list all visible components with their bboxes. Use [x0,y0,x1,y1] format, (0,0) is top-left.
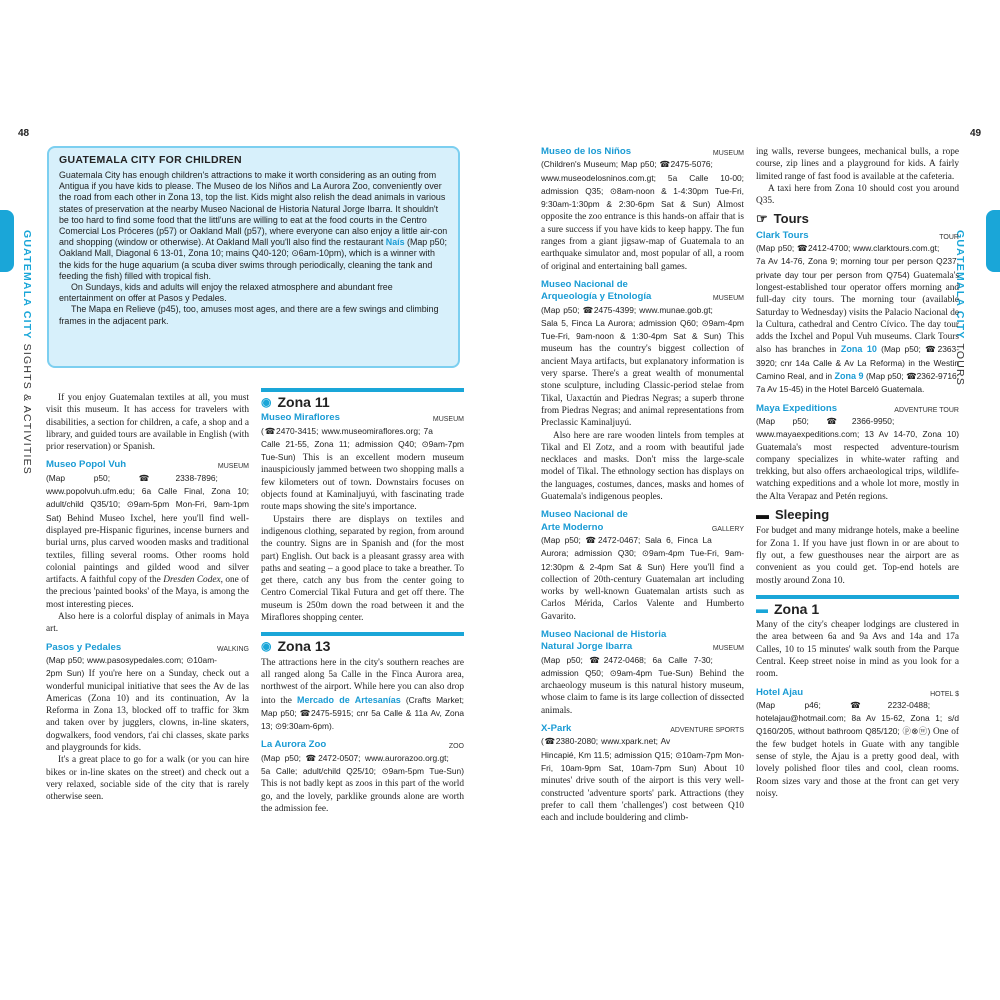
entry-museo-ninos: Museo de los Niños MUSEUM (Children's Museum; Map p50; ☎2475-5076; www.museodelosninos.com.gt; 5a Calle 10-00; admission Q35; ⊙8am-noon & 1-4:30pm Tue-Fri, 9:30am-1:30pm & 2:30-6pm Sat & Sun) Almost opposite the zoo entrance is this hands-on affair that is a sure success if you have kids to keep happy. The fun ranges from a giant jigsaw-map of Guatemala to an earthquake simulator and, most popular of all, a room of original and entertaining ball games. [541,146,744,272]
column-2: ◉ Zona 11 Museo Miraflores MUSEUM (☎2470-3415; www.museomiraflores.org; 7a Calle 21-55, Zona 11; admission Q40; ⊙9am-7pm Tue-Sun) This is an excellent modern museum inauspiciously jammed between two shopping malls a few kilometers out of town. Downstairs focuses on objects found at Kaminaljuyú, with fascinating trade route maps showing the site's importance. Upstairs there are displays on textiles and indigenous clothing, separated by region, from around the country. Signs are in Spanish and (for the most part) English. Out back is a pleasant grassy area with paths and seating – a good place to take a breather. To get there, catch any bus from the center going to Centro Comercial Tikal Futura and get off there. The museum is 250m down the road between it and the Miraflores shopping center. ◉ Zona 13 The attractions here in the city's southern reaches are all ranged along 5a Calle in the Finca Aurora area, northwest of the airport. While here you can also drop into the Mercado de Artesanías (Crafts Market; Map p50; ☎2475-5915; cnr 5a Calle & 11a Av, Zona 13; ⊙9:30am-6pm). La Aurora Zoo ZOO (Map p50; ☎2472-0507; www.aurorazoo.org.gt; 5a Calle; adult/child Q25/10; ⊙9am-5pm Tue-Sun) This is not badly kept as zoos in this part of the world go, and the lovely, parklike grounds alone are worth the admission fee. [261,384,464,815]
tours-heading: ☞ Tours [756,211,809,227]
entry-arqueologia: Museo Nacional de Arqueología y Etnología MUSEUM (Map p50; ☎2475-4399; www.munae.gob.gt; Sala 5, Finca La Aurora; admission Q60; ⊙9am-4pm Tue-Fri, 9am-noon & 1:30-4pm Sat & Sun) This museum has the country's biggest collection of ancient Maya artifacts, but explanatory information is very sparse. There's a great wealth of monumental stone sculpture, including Classic-period stelae from Tikal, Uaxactún and Piedras Negras; a superb throne from Piedras Negras; and animal representations from Preclassic Kaminaljuyú. Also here are rare wooden lintels from temples at Tikal and El Zotz, and a room with beautiful jade necklaces and masks. Don't miss the large-scale model of Tikal. The ethnology section has displays on the languages, costumes, dances, masks and homes of Guatemala's indigenous peoples. [541,278,744,503]
children-sidebar-box [47,146,460,368]
entry-name[interactable]: Museo de los Niños [541,146,632,157]
entry-name[interactable]: Clark Tours [756,229,809,241]
entry-name[interactable]: Natural Jorge Ibarra [541,641,633,653]
mercado-link[interactable]: Mercado de Artesanías [297,694,401,705]
tour-flag-icon: ☞ [756,211,768,227]
entry-pasos-pedales: Pasos y Pedales WALKING (Map p50; www.pasosypedales.com; ⊙10am-2pm Sun) If you're here on a Sunday, check out a wonderful municipal initiative that sees the Av de las Americas (Zona 10) and its continuation, Av la Reforma in Zona 13, blocked off to traffic for 3km and taken over by jugglers, clowns, in-line skaters, dogwalkers, food vendors, t'ai chi classes, skate parks and playgrounds for kids. It's a great place to go for a walk (or you can hire bikes or in-line skates on the street) and check out a very relaxed, sociable side of the city that is rarely otherwise seen. [46,641,249,803]
sleeping-heading: ▬ Sleeping [756,507,830,523]
entry-name[interactable]: La Aurora Zoo [261,739,327,751]
nais-link[interactable]: Naís [385,237,405,248]
entry-type: MUSEUM [712,295,744,303]
entry-type: HOTEL $ [930,690,959,698]
eye-icon: ◉ [261,639,272,654]
zona-10-link[interactable]: Zona 10 [840,344,877,355]
entry-name[interactable]: Arte Moderno [541,521,604,533]
entry-name[interactable]: Museo Miraflores [261,412,340,424]
entry-type: ZOO [448,743,464,751]
zona-1-heading: ▬ Zona 1 [756,595,959,615]
entry-popol-vuh: Museo Popol Vuh MUSEUM (Map p50; ☎2338-7896; www.popolvuh.ufm.edu; 6a Calle Final, Zona 10; adult/child Q35/10; ⊙9am-5pm Mon-Fri, 9am-1pm Sat) Behind Museo Ixchel, here you'll find well-displayed pre-Hispanic figurines, incense burners and burial urns, plus carved wooden masks and traditional textiles, filling several rooms. Other rooms hold colonial paintings and gilded wood and silver artifacts. A faithful copy of the Dresden Codex, one of the precious 'painted books' of the Maya, is among the most interesting pieces. Also here is a colorful display of animals in Maya art. [46,459,250,635]
entry-type: ADVENTURE TOUR [894,406,959,414]
entry-aurora-zoo: La Aurora Zoo ZOO (Map p50; ☎2472-0507; www.aurorazoo.org.gt; 5a Calle; adult/child Q25/10; ⊙9am-5pm Tue-Sun) This is not badly kept as zoos in this part of the world go, and the lovely, parklike grounds alone are worth the admission fee. [261,739,464,814]
entry-xpark: X-Park ADVENTURE SPORTS (☎2380-2080; www.xpark.net; Av Hincapié, Km 11.5; admission Q15; ⊙10am-7pm Mon-Fri, 10am-9pm Sat, 10am-7pm Sun) About 10 minutes' drive south of the airport is this very well-constructed 'adventure sports' park. Attractions (they prefer to call them 'challenges') cost between Q10 each and include bouldering and climb- [541,723,744,824]
page-number-right: 49 [970,128,982,139]
entry-type: MUSEUM [712,645,744,653]
entry-name[interactable]: Maya Expeditions [756,402,838,414]
entry-name[interactable]: Museo Popol Vuh [46,459,127,471]
entry-miraflores: Museo Miraflores MUSEUM (☎2470-3415; www.museomiraflores.org; 7a Calle 21-55, Zona 11; admission Q40; ⊙9am-7pm Tue-Sun) This is an excellent modern museum inauspiciously jammed between two shopping malls a few kilometers out of town. Downstairs focuses on objects found at Kaminaljuyú, with fascinating trade route maps showing the site's importance. Upstairs there are displays on textiles and indigenous clothing, separated by region, from around the country. Signs are in Spanish and (for the most part) English. Out back is a pleasant grassy area with paths and seating – a good place to take a breather. To get there, catch any bus from the center going to Centro Comercial Tikal Futura and get off there. The museum is 250m down the road between it and the Miraflores shopping center. [261,412,464,624]
column-3 [541,146,744,824]
chapter-tab-right [986,210,1000,272]
entry-name[interactable]: Museo Nacional de [541,278,628,290]
bed-icon: ▬ [756,601,768,616]
sidebar-paragraph: Guatemala City has enough children's attractions to make it worth considering as an outing from Antigua if you have kids to please. The Museo de los Niños and La Aurora Zoo, conveniently over the road from each other in Zona 13, top the list. Kids might also relish the dead animals in various states of preservation at the nearby Museo Nacional de Historia Natural Jorge Ibarra. It shouldn't be too hard to find some food that the littl'uns are willing to eat at the food courts in the Centro Comercial Los Próceres (p57) or Oakland Mall (p57), where everyone can also enjoy a little air-con and shopping (window or otherwise). At Oakland Mall you'll also find the restaurant Naís (Map p50; Oakland Mall, Diagonal 6 13-01, Zona 10; mains Q40-120; ⊙6am-10pm), which is a winner with the kids for the huge aquarium (a scuba diver swims through periodically, cleaning the tank and feeding the fish) filled with tropical fish. [59,170,448,281]
entry-name[interactable]: Museo Nacional de Historia [541,628,667,640]
entry-type: TOUR [939,233,959,241]
zona-11-heading: ◉ Zona 11 [261,388,464,408]
entry-name[interactable]: Museo Nacional de [541,509,628,521]
chapter-tab-left [0,210,14,272]
entry-name[interactable]: Hotel Ajau [756,686,804,698]
entry-type: ADVENTURE SPORTS [670,727,744,735]
entry-hotel-ajau: Hotel Ajau HOTEL $ (Map p46; ☎2232-0488; hotelajau@hotmail.com; 8a Av 15-62, Zona 1; s/d Q160/205, without bathroom Q85/120; ⓟ⊗ⓦ) One of the few budget hotels in Guate with any tangible sense of style, the Ajau is a pretty good deal, with lovely polished floor tiles and cool, clean rooms. Room sizes vary and those at the front can get very noisy. [756,686,959,799]
running-head-left: GUATEMALA CITY SIGHTS & ACTIVITIES [21,230,33,475]
entry-type: MUSEUM [217,463,249,471]
entry-maya-expeditions: Maya Expeditions ADVENTURE TOUR (Map p50; ☎2366-9950; www.mayaexpeditions.com; 13 Av 14-70, Zona 10) Guatemala's most respected adventure-tourism company specializes in white-water rafting and trekking, but also offers archaeological trips, wildlife-watching expeditions and a whole lot more, mostly in the Alta Verapaz and Petén regions. [756,402,959,502]
entry-clark-tours: Clark Tours TOUR (Map p50; ☎2412-4700; www.clarktours.com.gt; 7a Av 14-76, Zona 9; morning tour per person Q237, private day tour per person from Q754) Guatemala's longest-established tour operator offers morning and full-day city tours. The morning tour (available Saturday to Wednesday) visits the Palacio Nacional de la Cultura, cathedral and Centro Cívico. The day tour adds the Ixchel and Popul Vuh museums. Clark Tours also has branches in Zona 10 (Map p50; ☎2363-3920; cnr 14a Calle & Av La Reforma) in the Westin Camino Real, and in Zona 9 (Map p50; ☎2362-9716; 7a Av 15-45) in the Hotel Barceló Guatemala. [756,229,959,395]
column-1 [46,392,249,804]
entry-name[interactable]: Arqueología y Etnología [541,291,652,303]
bed-icon: ▬ [756,507,769,523]
entry-type: GALLERY [711,525,744,533]
entry-type: WALKING [216,645,249,653]
zona-9-link[interactable]: Zona 9 [834,371,864,382]
entry-type: MUSEUM [432,416,464,424]
intro-paragraph: If you enjoy Guatemalan textiles at all, you must visit this museum. It has access for travelers with disabilities, a section for children, a cafe, a shop and a library, and guided tours are available in English (with prior reservation) or Spanish. [46,393,249,453]
entry-type: MUSEUM [712,150,744,157]
eye-icon: ◉ [261,395,272,409]
sidebar-paragraph: On Sundays, kids and adults will enjoy the relaxed atmosphere and abundant free entertainment on offer at Pasos y Pedales. [59,282,393,304]
entry-historia-natural: Museo Nacional de Historia Natural Jorge Ibarra MUSEUM (Map p50; ☎2472-0468; 6a Calle 7-30; admission Q50; ⊙9am-4pm Tue-Sun) Behind the archaeology museum is this natural history museum, whose claim to fame is its large collection of dissected animals. [541,628,745,716]
entry-name[interactable]: Pasos y Pedales [46,641,122,653]
running-head-right: GUATEMALA CITY TOURS [954,230,966,387]
entry-arte-moderno: Museo Nacional de Arte Moderno GALLERY (Map p50; ☎2472-0467; Sala 6, Finca La Aurora; admission Q30; ⊙9am-4pm Tue-Fri, 9am-12:30pm & 2-4pm Sat & Sun) Here you'll find a collection of 20th-century Guatemalan art including works by well-known Guatemalan artists such as Carlos Mérida, Carlos Valente and Humberto Gavarito. [541,509,745,622]
zona-13-heading: ◉ Zona 13 [261,632,464,652]
column-4: ing walls, reverse bungees, mechanical bulls, a rope course, zip lines and a playground for kids. A fairly limited range of fast food is available at the cafeteria. A taxi here from Zona 10 should cost you around Q35. ☞ Tours Clark Tours TOUR (Map p50; ☎2412-4700; www.clarktours.com.gt; 7a Av 14-76, Zona 9; morning tour per person Q237, private day tour per person from Q754) Guatemala's longest-established tour operator offers morning and full-day city tours. The morning tour (available Saturday to Wednesday) visits the Palacio Nacional de la Cultura, cathedral and Centro Cívico. The day tour adds the Ixchel and Popul Vuh museums. Clark Tours also has branches in Zona 10 (Map p50; ☎2363-3920; cnr 14a Calle & Av La Reforma) in the Westin Camino Real, and in Zona 9 (Map p50; ☎2362-9716; 7a Av 15-45) in the Hotel Barceló Guatemala. Maya Expeditions ADVENTURE TOUR (Map p50; ☎2366-9950; www.mayaexpeditions.com; 13 Av 14-70, Zona 10) Guatemala's most respected adventure-tourism company specializes in white-water rafting and trekking, but also offers archaeological trips, wildlife-watching expeditions and a whole lot more, mostly in the Alta Verapaz and Petén regions. ▬ Sleeping For budget and many midrange hotels, make a beeline for Zona 1. If you have just flown in or are about to fly out, a few guesthouses near the airport are as convenient as you could get. Top-end hotels are mostly around Zona 10. ▬ Zona 1 Many of the city's cheaper lodgings are clustered in the area between 6a and 9a Avs and 14a and 17a Calles, 10 to 15 minutes' walk south from the Parque Central. Keep street noise in mind as you look for a room. Hotel Ajau HOTEL $ (Map p46; ☎2232-0488; hotelajau@hotmail.com; 8a Av 15-62, Zona 1; s/d Q160/205, without bathroom Q85/120; ⓟ⊗ⓦ) One of the few budget hotels in Guate with any tangible sense of style, the Ajau is a pretty good deal, with lovely polished floor tiles and cool, clean rooms. Room sizes vary and those at the front can get very noisy. [756,147,959,799]
sidebar-paragraph: The Mapa en Relieve (p45), too, amuses most ages, and there are a few swings and climbing frames in the adjacent park. [59,304,439,326]
entry-name[interactable]: X-Park [541,723,572,735]
sidebar-title: GUATEMALA CITY FOR CHILDREN [59,154,242,166]
page-number-left: 48 [18,128,30,139]
